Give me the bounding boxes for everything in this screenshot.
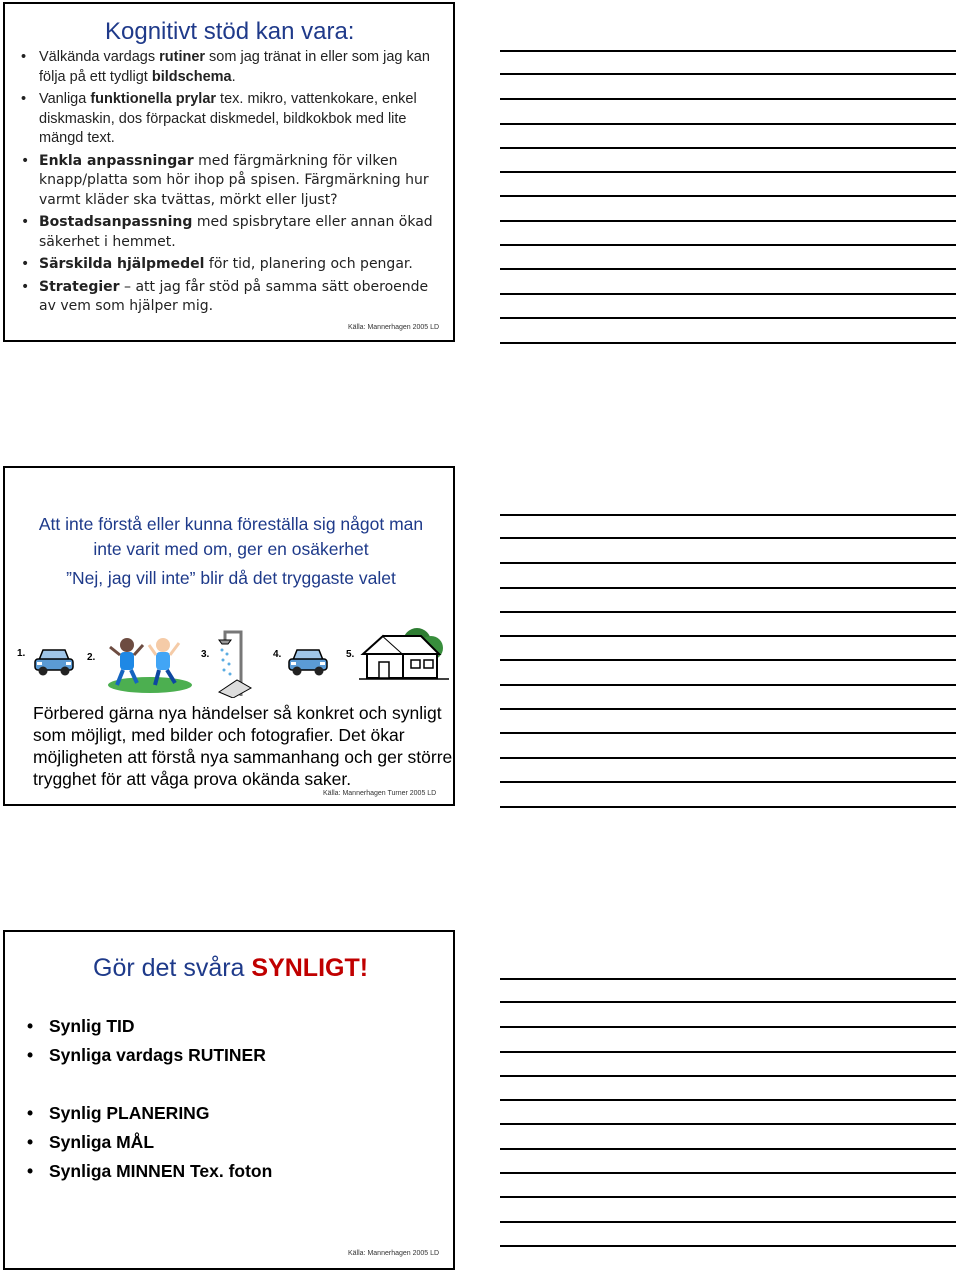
note-line: [500, 587, 956, 589]
note-line: [500, 171, 956, 173]
item-text: Vanliga: [39, 91, 91, 107]
source-note: Källa: Mannerhagen 2005 LD: [348, 324, 440, 331]
note-line: [500, 757, 956, 759]
list-item: [27, 1045, 266, 1066]
item-text: Synliga vardags RUTINER: [49, 1045, 266, 1065]
item-bold: funktionella prylar: [90, 91, 217, 107]
bullet-icon: •: [27, 1132, 34, 1152]
slide-2-line-3: ”Nej, jag vill inte” blir då det tryggaste valet: [66, 568, 396, 588]
source-note: Källa: Mannerhagen Turner 2005 LD: [323, 790, 437, 797]
item-text: .: [231, 68, 236, 85]
slide-3-title: [93, 954, 368, 983]
item-text: Synliga MÅL: [49, 1132, 155, 1152]
item-bold: Enkla anpassningar: [39, 152, 194, 169]
item-text: tex. mikro, vattenkokare, enkel diskmaskin, dos förpackat diskmedel, bildkokbok med lite mängd text.: [39, 91, 417, 146]
note-line: [500, 98, 956, 100]
note-line: [500, 293, 956, 295]
note-line: [500, 611, 956, 613]
slide-1-list: [19, 48, 449, 320]
car-icon: [33, 644, 75, 678]
item-text: Synlig TID: [49, 1016, 135, 1036]
list-item: [27, 1016, 135, 1037]
item-bold: rutiner: [159, 49, 206, 65]
slide-2-body: Förbered gärna nya händelser så konkret och synligt som möjligt, med bilder och fotografier. Det ökar möjligheten att förstå nya sammanhang och ger större trygghet för att våga prova okända saker.: [33, 703, 453, 789]
slide-2-line-2: inte varit med om, ger en osäkerhet: [93, 539, 369, 559]
list-item: [19, 213, 449, 252]
people-icon: [105, 633, 195, 693]
item-bold: Strategier: [39, 278, 120, 295]
item-text: – att jag får stöd på samma sätt oberoende av vem som hjälper mig.: [39, 278, 429, 314]
note-line: [500, 1196, 956, 1198]
step-number: 5.: [346, 649, 355, 660]
note-line: [500, 781, 956, 783]
note-line: [500, 342, 956, 344]
list-item: [27, 1132, 154, 1153]
step-number: 4.: [273, 649, 282, 660]
note-line: [500, 732, 956, 734]
list-item: [27, 1161, 272, 1182]
car-icon: [287, 644, 329, 678]
bullet-icon: •: [27, 1161, 34, 1181]
note-line: [500, 317, 956, 319]
note-line: [500, 195, 956, 197]
note-line: [500, 1099, 956, 1101]
step-number: 2.: [87, 652, 96, 663]
item-text: som jag tränat in eller som jag kan följa på ett tydligt: [39, 49, 430, 85]
note-line: [500, 1172, 956, 1174]
note-line: [500, 708, 956, 710]
list-item: [19, 90, 449, 149]
step-number: 1.: [17, 648, 26, 659]
bullet-icon: •: [21, 91, 27, 107]
note-line: [500, 1075, 956, 1077]
source-note: Källa: Mannerhagen 2005 LD: [348, 1250, 440, 1257]
bullet-icon: •: [27, 1103, 34, 1123]
bullet-icon: •: [21, 214, 30, 230]
list-item: [19, 278, 449, 317]
item-text: för tid, planering och pengar.: [204, 256, 413, 272]
item-text: Synlig PLANERING: [49, 1103, 210, 1123]
list-item: [19, 152, 449, 211]
list-item: [19, 255, 449, 275]
note-line: [500, 659, 956, 661]
bullet-icon: •: [21, 256, 30, 272]
note-line: [500, 1245, 956, 1247]
note-line: [500, 1123, 956, 1125]
note-line: [500, 635, 956, 637]
item-text: med färgmärkning för vilken knapp/platta som hör ihop på spisen. Färgmärkning hur varmt kläder ska tvättas, mörkt eller ljust?: [39, 152, 429, 208]
shower-icon: [217, 628, 253, 698]
bullet-icon: •: [27, 1016, 34, 1036]
slide-3: [3, 930, 455, 1270]
note-line: [500, 1148, 956, 1150]
title-emphasis: SYNLIGT!: [251, 954, 369, 982]
list-item: [19, 48, 449, 87]
slide-1-title: Kognitivt stöd kan vara:: [105, 18, 355, 45]
note-line: [500, 147, 956, 149]
item-bold: Särskilda hjälpmedel: [39, 256, 205, 272]
slide-2: [3, 466, 455, 806]
bullet-icon: •: [21, 49, 27, 65]
slide-2-line-1: Att inte förstå eller kunna föreställa sig något man: [38, 514, 424, 534]
note-line: [500, 562, 956, 564]
note-line: [500, 537, 956, 539]
note-line: [500, 1001, 956, 1003]
item-bold: Bostadsanpassning: [39, 214, 193, 230]
bullet-icon: •: [21, 152, 30, 169]
bullet-icon: •: [27, 1045, 34, 1065]
step-number: 3.: [201, 649, 210, 660]
note-line: [500, 1026, 956, 1028]
note-line: [500, 978, 956, 980]
note-line: [500, 806, 956, 808]
item-bold: bildschema: [151, 68, 232, 85]
house-icon: [359, 624, 449, 684]
note-line: [500, 220, 956, 222]
note-line: [500, 268, 956, 270]
note-line: [500, 684, 956, 686]
note-line: [500, 73, 956, 75]
bullet-icon: •: [21, 278, 30, 295]
title-text: Gör det svåra: [93, 954, 252, 982]
item-text: Välkända vardags: [39, 49, 160, 65]
slide-1: [3, 2, 455, 342]
note-line: [500, 1051, 956, 1053]
note-line: [500, 244, 956, 246]
note-line: [500, 50, 956, 52]
item-text: Synliga MINNEN Tex. foton: [49, 1161, 273, 1181]
note-line: [500, 1221, 956, 1223]
note-line: [500, 123, 956, 125]
note-line: [500, 514, 956, 516]
list-item: [27, 1103, 209, 1124]
item-text: med spisbrytare eller annan ökad säkerhet i hemmet.: [39, 214, 433, 250]
